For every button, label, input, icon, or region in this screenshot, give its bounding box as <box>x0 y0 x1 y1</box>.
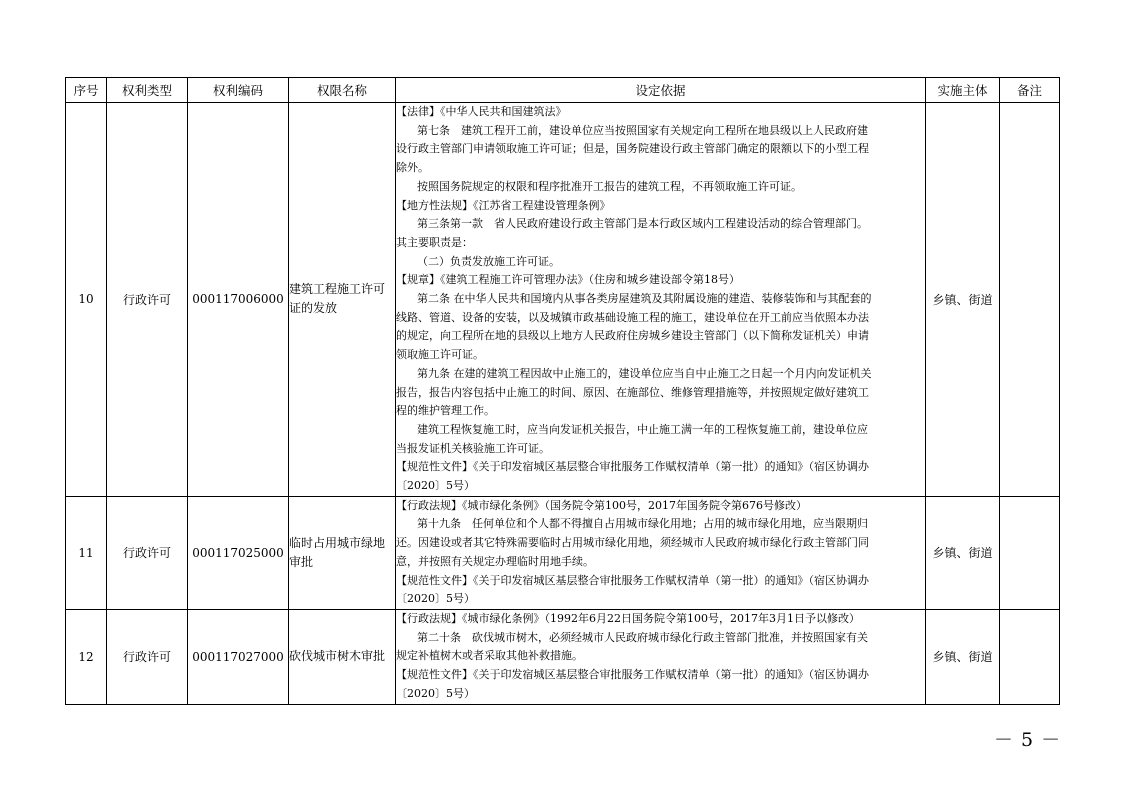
row-number: 12 <box>66 609 107 704</box>
basis-line: 按照国务院规定的权限和程序批准开工报告的建筑工程，不再领取施工许可证。 <box>417 179 802 193</box>
row-number: 11 <box>66 496 107 609</box>
basis-line: 规定补植树木或者采取其他补救措施。 <box>396 649 583 663</box>
basis-line: 〔2020〕5号） <box>396 592 475 606</box>
rights-table <box>65 77 1060 705</box>
basis-line: 【行政法规】《城市绿化条例》（1992年6月22日国务院令第100号，2017年3月1日予以修改） <box>396 611 860 625</box>
basis-line: 【规章】《建筑工程施工许可管理办法》（住房和城乡建设部令第18号） <box>396 273 740 287</box>
header-note: 备注 <box>1000 78 1060 103</box>
basis-line: 【行政法规】《城市绿化条例》（国务院令第100号，2017年国务院令第676号修改） <box>396 498 807 512</box>
right-type: 行政许可 <box>107 609 188 704</box>
basis-line: 【规范性文件】《关于印发宿城区基层整合审批服务工作赋权清单（第一批）的通知》（宿区协调办 <box>396 668 869 682</box>
basis-line: 报告，报告内容包括中止施工的时间、原因、在施部位、维修管理措施等，并按照规定做好建筑工 <box>396 385 869 399</box>
basis-line: 【法律】《中华人民共和国建筑法》 <box>396 105 567 118</box>
right-type: 行政许可 <box>107 496 188 609</box>
row-number: 10 <box>66 103 107 497</box>
basis-line: 第七条 建筑工程开工前，建设单位应当按照国家有关规定向工程所在地县级以上人民政府建 <box>417 123 868 137</box>
basis-line: 除外。 <box>396 161 429 175</box>
basis-line: 第三条第一款 省人民政府建设行政主管部门是本行政区域内工程建设活动的综合管理部门。 <box>417 217 868 231</box>
basis-line: 其主要职责是： <box>396 235 473 249</box>
basis-line: 【地方性法规】《江苏省工程建设管理条例》 <box>396 198 611 212</box>
basis-line: 当报发证机关核验施工许可证。 <box>396 441 550 455</box>
basis-line: 的规定，向工程所在地的县级以上地方人民政府住房城乡建设主管部门（以下简称发证机关）申请 <box>396 329 869 343</box>
remark <box>1000 496 1060 609</box>
header-name: 权限名称 <box>289 78 396 103</box>
right-type: 行政许可 <box>107 103 188 497</box>
legal-basis <box>396 496 926 609</box>
basis-line: （二）负责发放施工许可证。 <box>417 254 560 268</box>
basis-line: 第二十条 砍伐城市树木，必须经城市人民政府城市绿化行政主管部门批准，并按照国家有关 <box>417 630 868 644</box>
basis-line: 第九条 在建的建筑工程因故中止施工的，建设单位应当自中止施工之日起一个月内向发证机关 <box>417 366 872 380</box>
implementing-subject: 乡镇、街道 <box>926 103 1000 497</box>
remark <box>1000 103 1060 497</box>
implementing-subject: 乡镇、街道 <box>926 609 1000 704</box>
basis-line: 设行政主管部门申请领取施工许可证；但是，国务院建设行政主管部门确定的限额以下的小型工程 <box>396 142 869 156</box>
remark <box>1000 609 1060 704</box>
implementing-subject: 乡镇、街道 <box>926 496 1000 609</box>
basis-line: 第二条 在中华人民共和国境内从事各类房屋建筑及其附属设施的建造、装修装饰和与其配套的 <box>417 292 872 306</box>
table-row <box>66 609 1060 704</box>
basis-line: 建筑工程恢复施工时，应当向发证机关报告，中止施工满一年的工程恢复施工前，建设单位应 <box>417 422 868 436</box>
legal-basis <box>396 103 926 497</box>
authority-name: 临时占用城市绿地审批 <box>289 496 396 609</box>
basis-line: 领取施工许可证。 <box>396 348 484 362</box>
header-row <box>66 78 1060 103</box>
header-type: 权利类型 <box>107 78 188 103</box>
authority-name: 建筑工程施工许可证的发放 <box>289 103 396 497</box>
header-no: 序号 <box>66 78 107 103</box>
right-code: 000117025000 <box>188 496 289 609</box>
basis-line: 〔2020〕5号） <box>396 479 475 493</box>
page-number: － 5 － <box>994 729 1062 751</box>
header-subject: 实施主体 <box>926 78 1000 103</box>
right-code: 000117027000 <box>188 609 289 704</box>
header-basis: 设定依据 <box>396 78 926 103</box>
basis-line: 〔2020〕5号） <box>396 686 475 700</box>
basis-line: 【规范性文件】《关于印发宿城区基层整合审批服务工作赋权清单（第一批）的通知》（宿区协调办 <box>396 460 869 474</box>
right-code: 000117006000 <box>188 103 289 497</box>
basis-line: 还。因建设或者其它特殊需要临时占用城市绿化用地，须经城市人民政府城市绿化行政主管部门同 <box>396 536 869 550</box>
basis-line: 线路、管道、设备的安装，以及城镇市政基础设施工程的施工，建设单位在开工前应当依照本办法 <box>396 310 869 324</box>
basis-line: 程的维护管理工作。 <box>396 404 495 418</box>
basis-line: 意，并按照有关规定办理临时用地手续。 <box>396 554 594 568</box>
basis-line: 第十九条 任何单位和个人都不得擅自占用城市绿化用地；占用的城市绿化用地，应当限期归 <box>417 517 868 531</box>
table-row <box>66 496 1060 609</box>
header-code: 权利编码 <box>188 78 289 103</box>
authority-name: 砍伐城市树木审批 <box>289 609 396 704</box>
legal-basis <box>396 609 926 704</box>
basis-line: 【规范性文件】《关于印发宿城区基层整合审批服务工作赋权清单（第一批）的通知》（宿区协调办 <box>396 573 869 587</box>
table-row <box>66 103 1060 497</box>
